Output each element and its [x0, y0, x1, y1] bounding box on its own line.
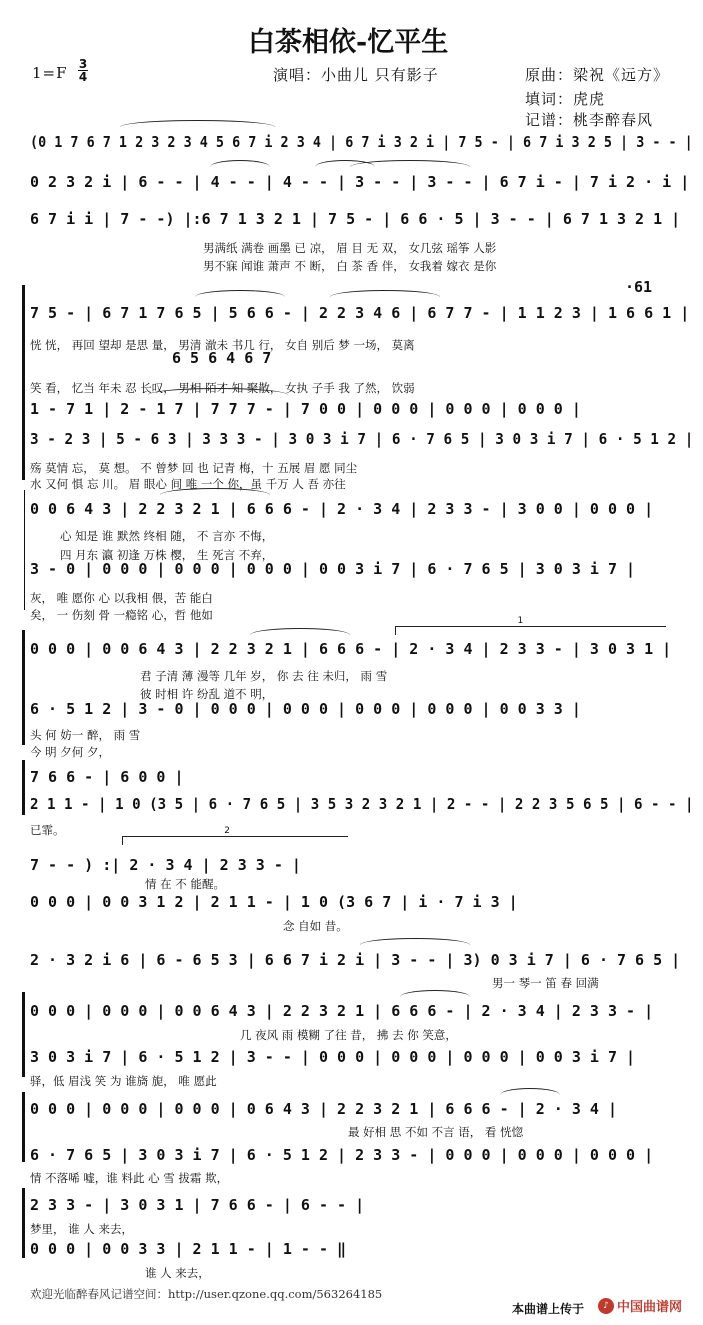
slur — [330, 290, 440, 297]
notation-line: 2 3 3 - | 3 0 3 1 | 7 6 6 - | 6 - - | — [30, 1196, 365, 1214]
notation-line: 6 5 6 4 6 7 — [172, 349, 272, 367]
notation-line: 0 0 0 | 0 0 6 4 3 | 2 2 3 2 1 | 6 6 6 - | 2 · 3 4 | 2 3 3 - | 3 0 3 1 | — [30, 640, 672, 658]
score-brace-3 — [22, 390, 25, 480]
time-signature — [78, 58, 88, 83]
notation-line: (0 1 7 6 7 1 2 3 2 3 4 5 6 7 i 2 3 4 | 6 7 i 3 2 i | 7 5 - | 6 7 i 3 2 5 | 3 - - | — [30, 133, 693, 151]
score-brace-6 — [22, 760, 25, 815]
lyric-line: 灰， 唯 愿你 心 以我相 偎，苦 能白 — [30, 591, 213, 605]
time-signature-top: 3 — [78, 57, 88, 71]
lyric-line: 梦里， 谁 人 来去， — [30, 1222, 133, 1236]
singers: 演唱：小曲儿 只有影子 — [273, 66, 439, 84]
notation-line: 6 · 7 6 5 | 3 0 3 i 7 | 6 · 5 1 2 | 2 3 3 - | 0 0 0 | 0 0 0 | 0 0 0 | — [30, 1146, 654, 1164]
slur — [250, 628, 350, 635]
notation-line: 0 0 0 | 0 0 3 3 | 2 1 1 - | 1 - - ‖ — [30, 1240, 347, 1258]
slur — [195, 290, 285, 297]
lyricist: 填词：虎虎 — [525, 90, 606, 108]
notation-line: 7 5 - | 6 7 1 7 6 5 | 5 6 6 - | 2 2 3 4 6 | 6 7 7 - | 1 1 2 3 | 1 6 6 1 | — [30, 304, 690, 322]
slur — [400, 990, 470, 997]
volta-1: 1 — [395, 626, 666, 635]
lyric-line: 恍 恍， 再回 望却 是思 量， 男清 澈未 书几 行， 女自 别后 梦 一场， 莫离 — [30, 338, 415, 352]
notation-line: 7 6 6 - | 6 0 0 | — [30, 768, 184, 786]
slur — [500, 1088, 560, 1095]
lyric-line: 念 自如 昔。 — [283, 919, 348, 933]
lyric-line: 今 明 夕何 夕， — [30, 745, 110, 759]
volta-2: 2 — [122, 836, 348, 845]
slur — [160, 488, 270, 495]
notation-line: 3 - 2 3 | 5 - 6 3 | 3 3 3 - | 3 0 3 i 7 | 6 · 7 6 5 | 3 0 3 i 7 | 6 · 5 1 2 | — [30, 430, 694, 448]
lyric-line: 谁 人 来去， — [145, 1266, 210, 1280]
lyric-line: 最 好相 思 不如 不言 语， 看 恍惚 — [348, 1125, 524, 1139]
score-brace-9 — [22, 1188, 25, 1258]
score-brace-7 — [22, 992, 25, 1077]
notation-line: 6 · 5 1 2 | 3 - 0 | 0 0 0 | 0 0 0 | 0 0 0 | 0 0 0 | 0 0 3 3 | — [30, 700, 581, 718]
site-name: 中国曲谱网 — [617, 1300, 683, 1315]
lyric-line: 几 夜风 雨 模糊 了往 昔， 拂 去 你 笑意， — [240, 1028, 457, 1042]
logo-icon: ♪ — [598, 1298, 614, 1314]
notation-line: 6 7 i i | 7 - -) |:6 7 1 3 2 1 | 7 5 - | 6 6 · 5 | 3 - - | 6 7 1 3 2 1 | — [30, 210, 681, 228]
lyric-line: 男不寐 闻谁 萧声 不 断， 白 茶 香 伴， 女我着 嫁衣 是你 — [203, 259, 497, 273]
lyric-line: 心 知是 谁 默然 终相 随， 不 言亦 不悔， — [60, 529, 274, 543]
notation-line: 2 1 1 - | 1 0 (3 5 | 6 · 7 6 5 | 3 5 3 2 3 2 1 | 2 - - | 2 2 3 5 6 5 | 6 - - | — [30, 795, 694, 813]
score-brace-5 — [22, 630, 25, 745]
footer-upload-text: 本曲谱上传于 — [512, 1302, 585, 1316]
transcriber: 记谱：桃李醉春风 — [525, 111, 654, 129]
notation-line: 7 - - ) :| 2 · 3 4 | 2 3 3 - | — [30, 856, 301, 874]
score-brace-8 — [22, 1092, 25, 1162]
notation-line: 0 0 0 | 0 0 0 | 0 0 6 4 3 | 2 2 3 2 1 | 6 6 6 - | 2 · 3 4 | 2 3 3 - | — [30, 1002, 654, 1020]
lyric-line: 男满纸 满卷 画墨 已 凉， 眉 目 无 双， 女几弦 瑶筝 人影 — [203, 241, 497, 255]
notation-line: 0 0 0 | 0 0 0 | 0 0 0 | 0 6 4 3 | 2 2 3 2 1 | 6 6 6 - | 2 · 3 4 | — [30, 1100, 617, 1118]
slur — [360, 938, 470, 945]
lyric-line: 矣， 一 伤刻 骨 一瘾铭 心，哲 他如 — [30, 608, 213, 622]
lyric-line: 彼 时相 许 纷乱 道不 明， — [140, 687, 274, 701]
time-signature-bottom: 4 — [78, 70, 88, 84]
notation-line: 0 0 0 | 0 0 3 1 2 | 2 1 1 - | 1 0 (3 6 7 | i · 7 i 3 | — [30, 893, 518, 911]
notation-line: 0 0 6 4 3 | 2 2 3 2 1 | 6 6 6 - | 2 · 3 4 | 2 3 3 - | 3 0 0 | 0 0 0 | — [30, 500, 654, 518]
notation-line: 2 · 3 2 i 6 | 6 - 6 5 3 | 6 6 7 i 2 i | 3 - - | 3) 0 3 i 7 | 6 · 7 6 5 | — [30, 951, 681, 969]
score-brace-2 — [22, 285, 25, 405]
lyric-line: 头 何 妨一 醉， 雨 雪 — [30, 728, 141, 742]
lyric-line: 笑 看， 忆当 年未 忍 长叹， 男相 陌才 知 聚散， 女执 子手 我 了然， 饮弱 — [30, 381, 415, 395]
lyric-line: 君 子清 薄 漫等 几年 岁， 你 去 往 未归， 雨 雪 — [140, 669, 388, 683]
notation-line: ·61 — [625, 278, 653, 296]
notation-line: 0 2 3 2 i | 6 - - | 4 - - | 4 - - | 3 - - | 3 - - | 6 7 i - | 7 i 2 · i | — [30, 173, 690, 191]
lyric-line: 情 在 不 能醒。 — [145, 877, 225, 891]
slur — [350, 160, 470, 167]
site-logo — [598, 1296, 682, 1315]
slur — [148, 388, 288, 395]
lyric-line: 四 月东 瀛 初逢 万株 樱， 生 死言 不弃， — [60, 548, 274, 562]
key-signature: 1=F — [32, 64, 68, 82]
song-title: 白茶相依-忆平生 — [248, 27, 449, 58]
notation-line: 1 - 7 1 | 2 - 1 7 | 7 7 7 - | 7 0 0 | 0 0 0 | 0 0 0 | 0 0 0 | — [30, 400, 581, 418]
lyric-line: 情 不落唏 嘘，谁 料此 心 雪 拔霜 欺， — [30, 1171, 229, 1185]
slur — [210, 160, 270, 167]
lyric-line: 已霏。 — [30, 823, 65, 837]
footer-credit: 欢迎光临醉春风记谱空间：http://user.qzone.qq.com/563264185 — [30, 1287, 383, 1301]
slur — [120, 120, 275, 127]
lyric-line: 殇 莫情 忘， 莫 想。 不 曾梦 回 也 记青 梅，十 五展 眉 愿 同尘 — [30, 461, 358, 475]
notation-line: 3 - 0 | 0 0 0 | 0 0 0 | 0 0 0 | 0 0 3 i 7 | 6 · 7 6 5 | 3 0 3 i 7 | — [30, 560, 636, 578]
lyric-line: 男一 琴一 笛 春 回满 — [492, 976, 599, 990]
lyric-line: 水 又何 惧 忘 川。 眉 眼心 间 唯 一个 你，虽 千万 人 吾 亦往 — [30, 477, 346, 491]
lyric-line: 驿，低 眉浅 笑 为 谁旖 旎， 唯 愿此 — [30, 1074, 217, 1088]
original-tune: 原曲：梁祝《远方》 — [525, 66, 670, 84]
notation-line: 3 0 3 i 7 | 6 · 5 1 2 | 3 - - | 0 0 0 | 0 0 0 | 0 0 0 | 0 0 3 i 7 | — [30, 1048, 636, 1066]
score-brace-4 — [24, 490, 25, 610]
